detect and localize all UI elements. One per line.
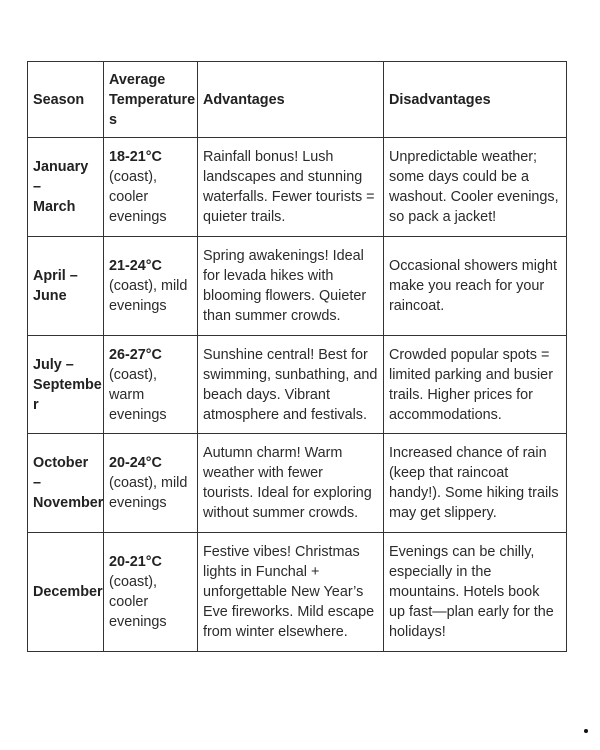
disadvantages-text: so pack a jacket! bbox=[389, 209, 497, 225]
disadvantages-text: Increased chance of rain bbox=[389, 445, 547, 461]
temperature-cell bbox=[104, 533, 198, 651]
disadvantages-text: Crowded popular spots = bbox=[389, 346, 550, 363]
temperature-note: evenings bbox=[109, 406, 167, 423]
disadvantages-cell bbox=[384, 138, 568, 236]
advantages-text: weather with fewer bbox=[203, 465, 323, 481]
temperature-range: 21-24°C bbox=[109, 258, 162, 274]
header-season bbox=[28, 62, 104, 138]
disadvantages-text: may get slippery. bbox=[389, 505, 497, 521]
season-cell bbox=[28, 336, 104, 433]
disadvantages-text: limited parking and busier bbox=[389, 366, 553, 383]
temperature-cell bbox=[104, 434, 198, 532]
header-temperature-line: Temperature bbox=[109, 92, 196, 108]
advantages-text: tourists. Ideal for exploring bbox=[203, 485, 372, 501]
season-label: October – bbox=[33, 455, 89, 491]
header-temperature-line: Average bbox=[109, 72, 166, 88]
temperature-note: evenings bbox=[109, 614, 167, 630]
temperature-note: evenings bbox=[109, 298, 167, 314]
advantages-text: without summer crowds. bbox=[203, 505, 359, 521]
season-label: June bbox=[33, 288, 67, 304]
header-disadvantages bbox=[384, 62, 568, 138]
temperature-cell bbox=[104, 138, 198, 236]
temperature-range: 20-21°C bbox=[109, 554, 162, 570]
advantages-text: unforgettable New Year’s bbox=[203, 584, 364, 600]
temperature-cell bbox=[104, 237, 198, 335]
temperature-note: (coast), mild bbox=[109, 475, 188, 491]
advantages-text: blooming flowers. Quieter bbox=[203, 288, 367, 304]
disadvantages-text: Occasional showers might bbox=[389, 258, 557, 274]
season-cell bbox=[28, 138, 104, 236]
advantages-text: atmosphere and festivals. bbox=[203, 406, 367, 423]
advantages-text: than summer crowds. bbox=[203, 308, 341, 324]
season-cell bbox=[28, 237, 104, 335]
advantages-text: landscapes and stunning bbox=[203, 169, 363, 185]
season-label: July – bbox=[33, 356, 74, 373]
disadvantages-text: washout. Cooler evenings, bbox=[389, 189, 559, 205]
stray-dot bbox=[584, 729, 588, 733]
disadvantages-text: some days could be a bbox=[389, 169, 529, 185]
header-advantages-label: Advantages bbox=[203, 92, 285, 108]
disadvantages-text: raincoat. bbox=[389, 298, 445, 314]
disadvantages-text: up fast—plan early for the bbox=[389, 604, 554, 620]
advantages-text: Spring awakenings! Ideal bbox=[203, 248, 364, 264]
disadvantages-text: Evenings can be chilly, bbox=[389, 544, 535, 560]
advantages-text: Sunshine central! Best for bbox=[203, 346, 368, 363]
season-label: r bbox=[33, 396, 39, 413]
advantages-text: beach days. Vibrant bbox=[203, 386, 330, 403]
disadvantages-cell bbox=[384, 533, 568, 651]
season-cell bbox=[28, 434, 104, 532]
season-cell bbox=[28, 533, 104, 651]
header-season-label: Season bbox=[33, 92, 85, 108]
disadvantages-text: make you reach for your bbox=[389, 278, 545, 294]
advantages-text: Autumn charm! Warm bbox=[203, 445, 343, 461]
disadvantages-text: especially in the bbox=[389, 564, 492, 580]
season-label: Septembe bbox=[33, 376, 102, 393]
temperature-range: 20-24°C bbox=[109, 455, 162, 471]
header-disadvantages-label: Disadvantages bbox=[389, 92, 491, 108]
disadvantages-cell bbox=[384, 237, 568, 335]
season-label: April – bbox=[33, 268, 78, 284]
season-label: January – bbox=[33, 159, 89, 195]
season-label: December bbox=[33, 584, 103, 600]
advantages-text: waterfalls. Fewer tourists = bbox=[203, 189, 375, 205]
disadvantages-text: Unpredictable weather; bbox=[389, 149, 537, 165]
seasons-table bbox=[27, 61, 567, 652]
season-label: November bbox=[33, 495, 104, 511]
advantages-text: Eve fireworks. Mild escape bbox=[203, 604, 375, 620]
temperature-note: warm bbox=[109, 386, 145, 403]
advantages-text: from winter elsewhere. bbox=[203, 624, 348, 640]
temperature-cell bbox=[104, 336, 198, 433]
header-temperature bbox=[104, 62, 198, 138]
advantages-text: for levada hikes with bbox=[203, 268, 334, 284]
temperature-note: (coast), mild bbox=[109, 278, 188, 294]
header-temperature-line: s bbox=[109, 112, 118, 128]
temperature-note: (coast), bbox=[109, 574, 157, 590]
temperature-range: 18-21°C bbox=[109, 149, 162, 165]
advantages-cell bbox=[198, 336, 384, 433]
temperature-note: (coast), bbox=[109, 169, 157, 185]
advantages-cell bbox=[198, 533, 384, 651]
advantages-cell bbox=[198, 138, 384, 236]
temperature-note: cooler bbox=[109, 189, 149, 205]
advantages-cell bbox=[198, 434, 384, 532]
temperature-note: evenings bbox=[109, 495, 167, 511]
advantages-text: swimming, sunbathing, and bbox=[203, 366, 378, 383]
temperature-note: (coast), bbox=[109, 366, 157, 383]
disadvantages-text: (keep that raincoat bbox=[389, 465, 509, 481]
season-label: March bbox=[33, 199, 76, 215]
disadvantages-text: trails. Higher prices for bbox=[389, 386, 533, 403]
disadvantages-text: accommodations. bbox=[389, 406, 502, 423]
advantages-text: lights in Funchal + bbox=[203, 564, 320, 580]
temperature-note: evenings bbox=[109, 209, 167, 225]
header-advantages bbox=[198, 62, 384, 138]
disadvantages-cell bbox=[384, 434, 568, 532]
advantages-text: Rainfall bonus! Lush bbox=[203, 149, 334, 165]
advantages-text: Festive vibes! Christmas bbox=[203, 544, 360, 560]
advantages-cell bbox=[198, 237, 384, 335]
disadvantages-cell bbox=[384, 336, 568, 433]
disadvantages-text: mountains. Hotels book bbox=[389, 584, 540, 600]
temperature-range: 26-27°C bbox=[109, 346, 162, 363]
temperature-note: cooler bbox=[109, 594, 149, 610]
disadvantages-text: holidays! bbox=[389, 624, 446, 640]
advantages-text: quieter trails. bbox=[203, 209, 286, 225]
disadvantages-text: handy!). Some hiking trails bbox=[389, 485, 559, 501]
